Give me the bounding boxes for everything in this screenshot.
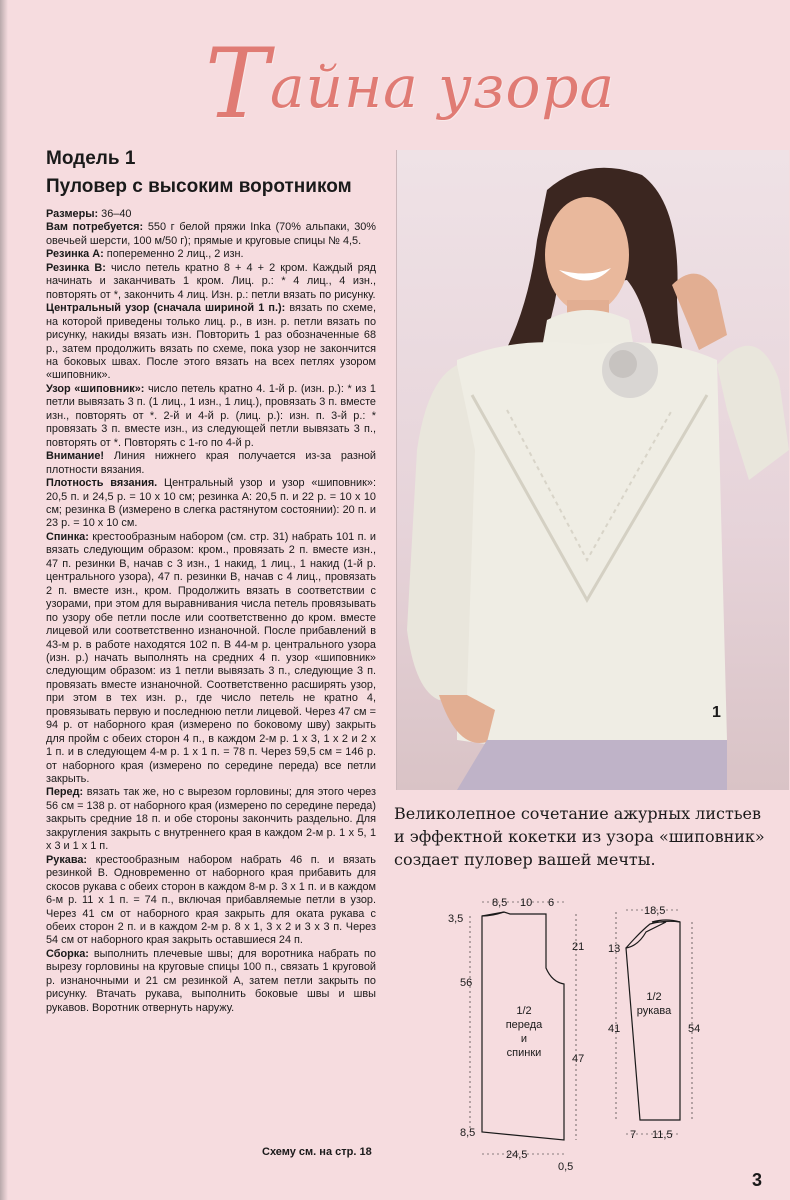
dim-6-top: 6	[548, 897, 555, 909]
sleeve-label-line-2: рукава	[636, 1005, 672, 1017]
dim-18-5: 18,5	[644, 905, 666, 917]
dim-56: 56	[460, 977, 473, 989]
para-materials	[46, 221, 376, 248]
photo-caption	[394, 802, 786, 871]
dim-8-5-bottom: 8,5	[460, 1127, 476, 1139]
label-sleeves: Рукава:	[46, 853, 88, 866]
dim-13: 13	[608, 943, 621, 955]
label-rib-a: Резинка А:	[46, 248, 104, 261]
model-name: Пуловер с высоким воротником	[46, 176, 352, 197]
label-back: Спинка:	[46, 530, 89, 543]
label-assembly: Сборка:	[46, 947, 89, 960]
dim-47: 47	[572, 1053, 585, 1065]
dim-0-5: 0,5	[558, 1161, 574, 1173]
para-back	[46, 531, 376, 787]
dim-21: 21	[572, 941, 585, 953]
dim-54: 54	[688, 1023, 701, 1035]
dim-3-5: 3,5	[448, 913, 464, 925]
photo-label: 1	[712, 704, 721, 721]
body-label-line-3: и	[520, 1033, 528, 1045]
text-sleeves: крестообразным набором набрать 46 п. и вязать резинкой В. Одновременно от наборного края прибавить для скосов рукава с обеих сторон в каждом 8-м р. 3 х 1 п. и в каждом 6-м р. 11 х 1 п. = 74 п., включая прибавляемые петли в узор. Через 41 см от наборного края закрыть для оката рукава с обеих сторон 2 п. и в каждом 2-м р. 8 х 1, 3 х 2 и 3 х 3 п. Через 54 см от наборного края закрыть оставшиеся 24 п.	[46, 853, 376, 947]
text-central-pattern: вязать по схеме, на которой приведены только лиц. р., в изн. р. петли вязать по рисунку, накиды вязать изн. Повторить 1 раз обозначенные 68 р., затем продолжить вязать по схеме, пока узор не закончится на боковых швах. После этого вязать на всех петлях узором «шиповник».	[46, 302, 376, 382]
label-attention: Внимание!	[46, 450, 105, 463]
text-front: вязать так же, но с вырезом горловины; для этого через 56 см = 138 р. от наборного края (измерено по середине переда) закрыть средние 18 п. и обе стороны закончить раздельно. Для закругления закрыть с внутреннего края в каждом 2-м р. 1 х 5, 1 х 3 и 1 х 1 п.	[46, 786, 376, 853]
sleeve-piece	[608, 905, 700, 1141]
para-central-pattern	[46, 302, 376, 383]
instructions	[46, 208, 376, 1015]
caption-line-2: и эффектной кокетки из узора «шиповник»	[394, 827, 765, 846]
para-rib-b	[46, 262, 376, 302]
label-central-pattern: Центральный узор (сначала шириной 1 п.):	[46, 302, 286, 315]
sleeve-cap-curve	[626, 921, 680, 948]
text-attention: Линия нижнего края получается из-за разной плотности вязания.	[46, 450, 376, 476]
para-rosehip-pattern	[46, 383, 376, 450]
text-sizes: 36–40	[98, 208, 132, 220]
text-materials: 550 г белой пряжи Inka (70% альпаки, 30% овечьей шерсти, 100 м/50 г); прямые и круговые спицы № 4,5.	[46, 221, 376, 247]
label-gauge: Плотность вязания.	[46, 477, 158, 490]
para-attention	[46, 450, 376, 477]
para-assembly	[46, 948, 376, 1015]
page-number: 3	[752, 1170, 763, 1190]
dim-41: 41	[608, 1023, 621, 1035]
label-rib-b: Резинка В:	[46, 261, 106, 274]
text-assembly: выполнить плечевые швы; для воротника набрать по вырезу горловины на круговые спицы 100 п., связать 1 круговой р. изнаночными и 21 см резинкой А, затем петли закрыть по рисунку. Втачать рукава, выполнить боковые швы и швы рукавов. Воротник отвернуть наружу.	[46, 947, 376, 1014]
photo-illustration	[397, 150, 789, 790]
pattern-diagram	[440, 892, 770, 1182]
caption-line-3: создает пуловер вашей мечты.	[394, 850, 656, 869]
body-label-line-4: спинки	[506, 1047, 542, 1059]
title-rest: айна узора	[270, 53, 616, 121]
title-initial: Т	[205, 28, 271, 140]
para-front	[46, 786, 376, 853]
body-label-line-2: переда	[505, 1019, 543, 1031]
para-gauge	[46, 477, 376, 531]
body-piece	[448, 897, 584, 1173]
label-materials: Вам потребуется:	[46, 221, 144, 234]
magazine-title	[205, 28, 625, 138]
page-edge-shade	[0, 0, 8, 1200]
label-rosehip-pattern: Узор «шиповник»:	[46, 382, 145, 395]
caption-line-1: Великолепное сочетание ажурных листьев	[394, 804, 761, 823]
text-rib-a: попеременно 2 лиц., 2 изн.	[103, 248, 244, 261]
text-back: крестообразным набором (см. стр. 31) набрать 101 п. и вязать следующим образом: кром., провязать 2 п. вместе изн., 47 п. резинки В, начав с 3 изн., 1 накид, 1 лиц., 1 накид (1-й р. центрального узора), 47 п. резинки В, начав с 4 лиц., провязать 2 п. вместе изн., кром. Продолжить вязать в соответствии с узорами, при этом для выравнивания числа петель провязывать по узору обе петли после или соответственно до кром. вместе лицевой или соответственно изнаночной. После прибавлений в 43-м р. в работе находятся 102 п. В 44-м р. центрального узора (изн. р.) начать выполнять на средних 4 п. узор «шиповник» следующим образом: из 1 петли вывязать 3 п., следующие 3 п. провязать вместе изнаночной. Соответственно расширять узор, при этом в тех изн. р., где число петель не кратно 4, провязывать первую и последнюю петли лицевой. Через 47 см = 94 р. от наборного края (измерено по боковому шву) закрыть для пройм с обеих сторон 4 п., в каждом 2-м р. 1 х 3, 1 х 2 и 2 х 1 п. и в следующем 4-м р. 1 х 1 п. = 78 п. Через 59,5 см = 146 р. от наборного края (измерено по середине переда) все петли закрыть.	[46, 530, 376, 786]
text-rib-b: число петель кратно 8 + 4 + 2 кром. Каждый ряд начинать и заканчивать 1 кром. Лиц. р.: * 4 лиц., 4 изн., повторять от *, закончить 4 лиц. Изн. р.: петли вязать по рисунку.	[46, 261, 376, 301]
scheme-reference: Схему см. на стр. 18	[262, 1146, 372, 1158]
para-rib-a	[46, 248, 376, 261]
text-gauge: Центральный узор и узор «шиповник»: 20,5 п. и 24,5 р. = 10 х 10 см; резинка А: 20,5 п. и 22 р. = 10 х 10 см; резинка В (измерено в слегка растянутом состоянии): 20 п. и 23 р. = 10 х 10 см.	[46, 477, 376, 530]
dim-7: 7	[630, 1129, 637, 1141]
para-sizes	[46, 208, 376, 221]
label-front: Перед:	[46, 786, 84, 799]
dim-24-5: 24,5	[506, 1149, 528, 1161]
dim-8-5-top: 8,5	[492, 897, 508, 909]
model-photo	[396, 150, 789, 790]
body-label-line-1: 1/2	[516, 1005, 532, 1017]
dim-10-top: 10	[520, 897, 533, 909]
label-sizes: Размеры:	[46, 208, 99, 220]
text-rosehip-pattern: число петель кратно 4. 1-й р. (изн. р.): * из 1 петли вывязать 3 п. (1 лиц., 1 изн., 1 лиц.), провязать 3 п. вместе изн., повторять от *. 2-й и 4-й р. (лиц. р.): изн. п. 3-й р.: * провязать 3 п. вместе изн., из следующей петли вывязать 3 п., повторять от *. Повторять с 1-го по 4-й р.	[46, 382, 376, 449]
dim-11-5: 11,5	[652, 1129, 673, 1141]
model-number: Модель 1	[46, 148, 136, 169]
para-sleeves	[46, 854, 376, 948]
sleeve-label-line-1: 1/2	[646, 991, 662, 1003]
